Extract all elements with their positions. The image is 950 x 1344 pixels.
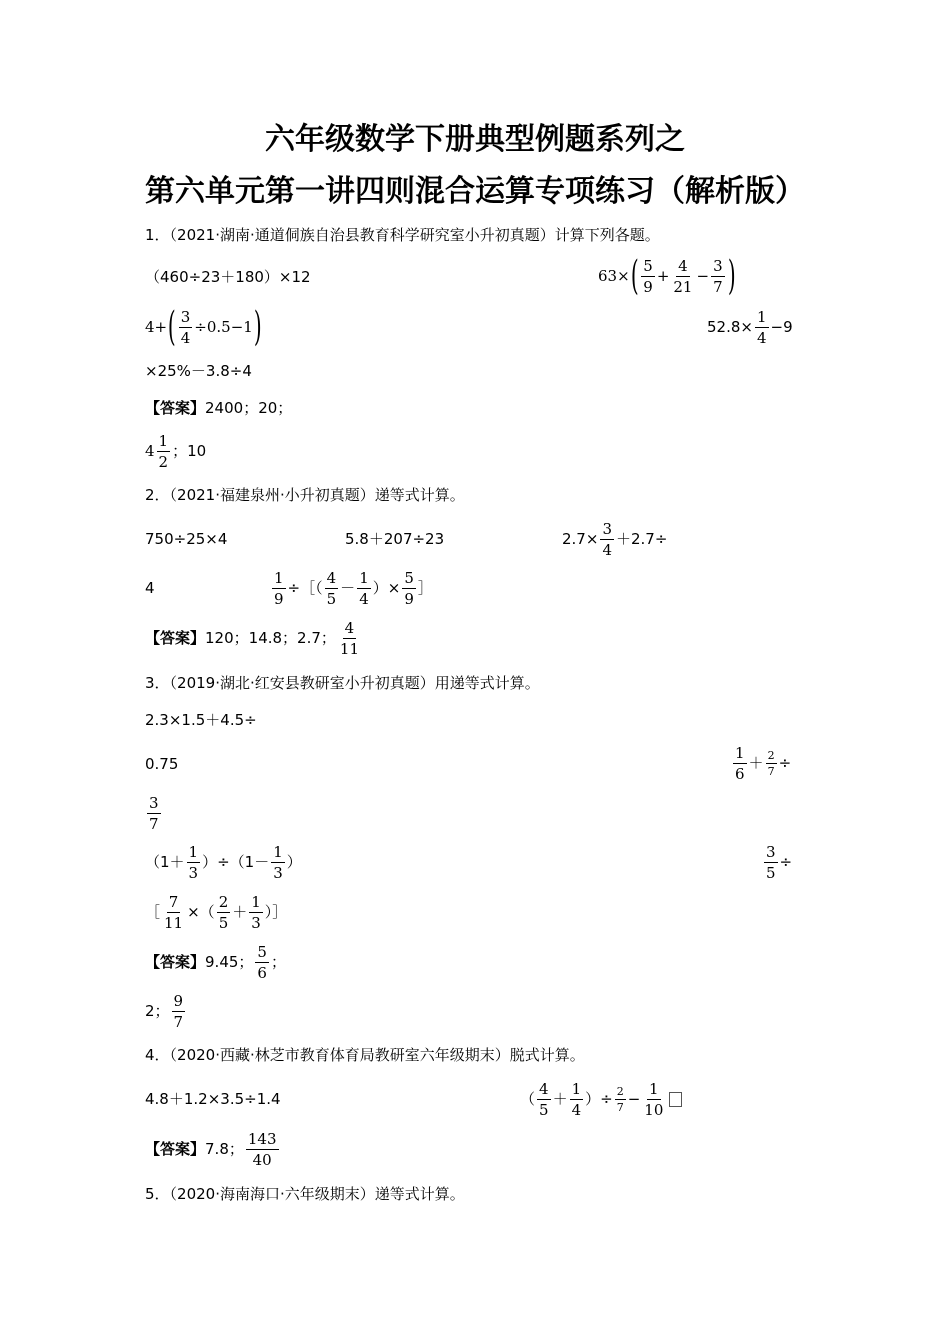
fraction: $\frac{4}{5}$	[539, 1079, 549, 1119]
q1-expr-c: 4+ ( $\frac{3}{4}$ ÷0.5−1 )	[145, 304, 262, 350]
fraction: $\frac{3}{5}$	[766, 842, 776, 882]
q3-answer-cont: 2； $\frac{9}{7}$	[145, 991, 184, 1031]
fraction: $\frac{5}{9}$	[643, 256, 653, 296]
q3-expr-c: （1＋ $\frac{1}{3}$ ）÷（1－ $\frac{1}{3}$ ）	[145, 842, 302, 882]
fraction: $\frac{143}{40}$	[247, 1129, 277, 1169]
fraction: $\frac{1}{9}$	[274, 568, 284, 608]
fraction: $\frac{3}{7}$	[713, 256, 723, 296]
fraction: $\frac{1}{6}$	[735, 743, 745, 783]
page-title: 六年级数学下册典型例题系列之	[265, 122, 685, 157]
fraction: $\frac{2}{5}$	[218, 892, 229, 932]
q1-heading: 1．（2021·湖南·通道侗族自治县教育科学研究室小升初真题）计算下列各题。	[145, 226, 660, 244]
q1-expr-d: 52.8× $\frac{1}{4}$ −9	[707, 307, 793, 347]
fraction: $\frac{1}{2}$	[158, 431, 169, 471]
page-subtitle: 第六单元第一讲四则混合运算专项练习（解析版）	[145, 174, 805, 209]
fraction: $\frac{1}{3}$	[251, 892, 261, 932]
q1-expr-a: （460÷23＋180）×12	[145, 268, 311, 286]
q4-heading: 4．（2020·西藏·林芝市教育体育局教研室六年级期末）脱式计算。	[145, 1046, 585, 1064]
fraction: $\frac{3}{4}$	[180, 307, 191, 347]
q2-expr-d: $\frac{1}{9}$ ÷［（ $\frac{4}{5}$ － $\frac{1}{4}$ ）× $\frac{5}{9}$ ］	[274, 568, 433, 608]
fraction: $\frac{1}{3}$	[273, 842, 283, 882]
q1-expr-e: ×25%－3.8÷4	[145, 362, 252, 380]
q2-heading: 2．（2021·福建泉州·小升初真题）递等式计算。	[145, 486, 465, 504]
fraction: $\frac{1}{10}$	[644, 1079, 664, 1119]
q2-expr-c-cont: 4	[145, 579, 155, 597]
q3-heading: 3．（2019·湖北·红安县教研室小升初真题）用递等式计算。	[145, 674, 540, 692]
fraction: $\frac{9}{7}$	[173, 991, 184, 1031]
fraction: $\frac{5}{9}$	[404, 568, 414, 608]
fraction: $\frac{7}{11}$	[164, 892, 184, 932]
fraction: $\frac{4}{21}$	[673, 256, 693, 296]
q2-expr-c: 2.7× $\frac{3}{4}$ ＋2.7÷	[562, 519, 668, 559]
fraction: $\frac{1}{3}$	[188, 842, 199, 882]
q3-expr-d-cont: ［ $\frac{7}{11}$ ×（ $\frac{2}{5}$ ＋ $\frac{1}{3}$ ）］	[145, 892, 288, 932]
q1-expr-b: 63× ( $\frac{5}{9}$ + $\frac{4}{21}$ − $\frac{3}{7}$ )	[598, 253, 736, 299]
q2-expr-b: 5.8＋207÷23	[345, 530, 445, 548]
q3-answer: 【答案】 9.45； $\frac{5}{6}$ ；	[145, 942, 286, 982]
q1-answer: 【答案】2400；20；	[145, 399, 293, 417]
q1-answer-cont: 4 $\frac{1}{2}$ ；10	[145, 431, 207, 471]
placeholder-box-icon	[669, 1092, 682, 1107]
q4-expr-b: （ $\frac{4}{5}$ ＋ $\frac{1}{4}$ ）÷ $\frac{2}{7}$ − $\frac{1}{10}$	[520, 1078, 682, 1120]
fraction: $\frac{2}{7}$	[616, 1084, 624, 1114]
q2-expr-a: 750÷25×4	[145, 530, 228, 548]
q3-expr-a: 2.3×1.5＋4.5÷	[145, 711, 257, 729]
q3-expr-b-cont	[145, 792, 163, 834]
q3-expr-d: $\frac{3}{5}$ ÷	[766, 842, 793, 882]
fraction: $\frac{1}{4}$	[359, 568, 369, 608]
fraction: $\frac{5}{6}$	[257, 942, 267, 982]
fraction: $\frac{4}{5}$	[326, 568, 337, 608]
q3-expr-a-cont: 0.75	[145, 755, 179, 773]
fraction: $\frac{1}{4}$	[756, 307, 767, 347]
q2-answer: 【答案】 120；14.8；2.7； $\frac{4}{11}$	[145, 618, 359, 658]
fraction: $\frac{4}{11}$	[339, 618, 359, 658]
fraction: $\frac{3}{4}$	[602, 519, 612, 559]
q5-heading: 5．（2020·海南海口·六年级期末）递等式计算。	[145, 1185, 465, 1203]
q3-expr-b: $\frac{1}{6}$ ＋ $\frac{2}{7}$ ÷	[735, 743, 792, 783]
fraction: $\frac{1}{4}$	[571, 1079, 582, 1119]
fraction: $\frac{2}{7}$	[767, 748, 775, 778]
q4-expr-a: 4.8＋1.2×3.5÷1.4	[145, 1090, 281, 1108]
fraction: $\frac{3}{7}$	[149, 793, 159, 833]
q4-answer: 【答案】 7.8； $\frac{143}{40}$	[145, 1129, 277, 1169]
